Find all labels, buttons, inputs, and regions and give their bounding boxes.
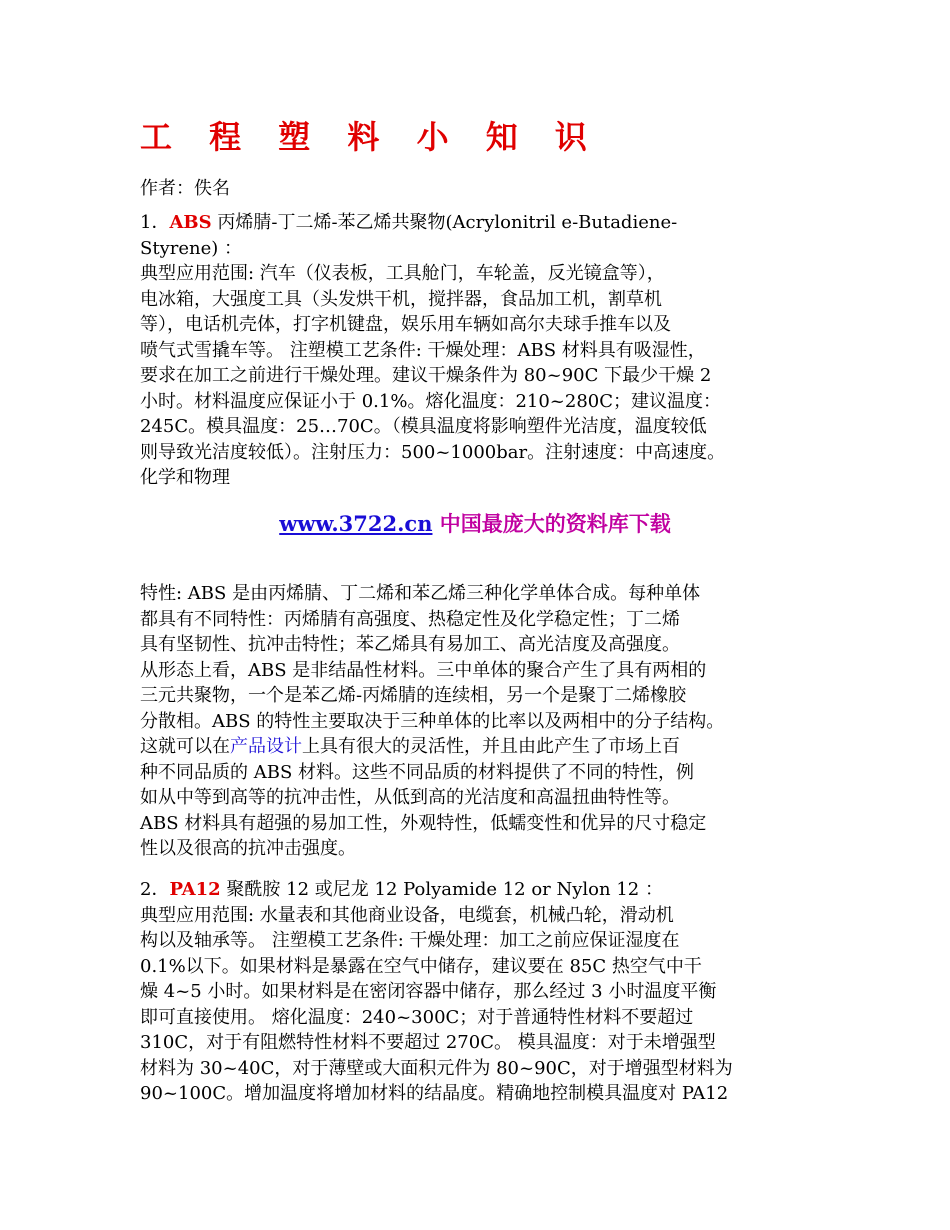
paragraph-line: 则导致光洁度较低）。注射压力：500~1000bar。注射速度：中高速度。 bbox=[140, 441, 726, 463]
paragraph-line: 分散相。ABS 的特性主要取决于三种单体的比率以及两相中的分子结构。 bbox=[140, 710, 725, 732]
paragraph-line: 要求在加工之前进行干燥处理。建议干燥条件为 80~90C 下最少干燥 2 bbox=[140, 365, 712, 386]
paragraph-line: 如从中等到高等的抗冲击性，从低到高的光洁度和高温扭曲特性等。 bbox=[140, 787, 680, 808]
paragraph-line: 种不同品质的 ABS 材料。这些不同品质的材料提供了不同的特性，例 bbox=[140, 761, 694, 783]
section-heading-text: 聚酰胺 12 或尼龙 12 Polyamide 12 or Nylon 12 ： bbox=[220, 879, 663, 900]
paragraph-line: 电冰箱，大强度工具（头发烘干机，搅拌器，食品加工机，割草机 bbox=[140, 288, 662, 310]
paragraph-line: 小时。材料温度应保证小于 0.1%。熔化温度：210~280C；建议温度： bbox=[140, 390, 722, 412]
paragraph-line: 喷气式雪撬车等。 注塑模工艺条件: 干燥处理：ABS 材料具有吸湿性， bbox=[140, 339, 706, 361]
paragraph-line: 0.1%以下。如果材料是暴露在空气中储存，建议要在 85C 热空气中干 bbox=[140, 955, 702, 977]
paragraph-line: 材料为 30~40C，对于薄壁或大面积元件为 80~90C，对于增强型材料为 bbox=[140, 1057, 733, 1079]
banner-text: 中国最庞大的资料库下载 bbox=[432, 511, 671, 536]
paragraph-line: 典型应用范围: 汽车（仪表板，工具舱门，车轮盖，反光镜盒等）， bbox=[140, 263, 665, 284]
paragraph-line: 具有坚韧性、抗冲击特性；苯乙烯具有易加工、高光洁度及高强度。 bbox=[140, 634, 680, 655]
product-design-link[interactable]: 产品设计 bbox=[230, 736, 302, 757]
material-name-abs: ABS bbox=[169, 212, 212, 233]
paragraph-line-with-link bbox=[140, 734, 830, 760]
paragraph-line: 构以及轴承等。 注塑模工艺条件: 干燥处理：加工之前应保证湿度在 bbox=[140, 930, 680, 951]
paragraph-line: 化学和物理 bbox=[140, 467, 230, 488]
download-banner bbox=[0, 508, 950, 538]
material-name-pa12: PA12 bbox=[169, 879, 221, 900]
section-pa12 bbox=[140, 877, 830, 1107]
paragraph-line: 从形态上看，ABS 是非结晶性材料。三中单体的聚合产生了具有两相的 bbox=[140, 659, 707, 681]
paragraph-line: Styrene) ： bbox=[140, 237, 242, 259]
paragraph-line: 都具有不同特性：丙烯腈有高强度、热稳定性及化学稳定性；丁二烯 bbox=[140, 608, 680, 630]
text-fragment: 这就可以在 bbox=[140, 736, 230, 757]
paragraph-line: 90~100C。增加温度将增加材料的结晶度。精确地控制模具温度对 PA12 bbox=[140, 1083, 729, 1104]
section-abs bbox=[140, 210, 830, 491]
section-abs-heading bbox=[140, 210, 830, 236]
paragraph-line: ABS 材料具有超强的易加工性，外观特性，低蠕变性和优异的尺寸稳定 bbox=[140, 812, 707, 834]
section-heading-text: 丙烯腈-丁二烯-苯乙烯共聚物(Acrylonitril e-Butadiene- bbox=[211, 212, 678, 233]
document-title: 工 程 塑 料 小 知 识 bbox=[140, 118, 600, 156]
author-line: 作者：佚名 bbox=[140, 178, 230, 199]
paragraph-line: 即可直接使用。 熔化温度：240~300C；对于普通特性材料不要超过 bbox=[140, 1006, 694, 1028]
paragraph-line: 三元共聚物，一个是苯乙烯-丙烯腈的连续相，另一个是聚丁二烯橡胶 bbox=[140, 685, 687, 706]
paragraph-line: 等），电话机壳体，打字机键盘，娱乐用车辆如高尔夫球手推车以及 bbox=[140, 314, 671, 335]
banner-link[interactable]: www.3722.cn bbox=[279, 511, 433, 536]
section-number: 2． bbox=[140, 879, 170, 900]
section-abs-properties bbox=[140, 581, 830, 862]
paragraph-line: 典型应用范围: 水量表和其他商业设备，电缆套，机械凸轮，滑动机 bbox=[140, 904, 674, 926]
section-number: 1． bbox=[140, 212, 170, 233]
text-fragment: 上具有很大的灵活性，并且由此产生了市场上百 bbox=[302, 736, 680, 757]
paragraph-line: 燥 4~5 小时。如果材料是在密闭容器中储存，那么经过 3 小时温度平衡 bbox=[140, 981, 717, 1002]
paragraph-line: 性以及很高的抗冲击强度。 bbox=[140, 838, 356, 859]
paragraph-line: 310C，对于有阻燃特性材料不要超过 270C。 模具温度：对于未增强型 bbox=[140, 1032, 716, 1053]
paragraph-line: 245C。模具温度：25…70C。（模具温度将影响塑件光洁度，温度较低 bbox=[140, 416, 707, 437]
paragraph-line: 特性: ABS 是由丙烯腈、丁二烯和苯乙烯三种化学单体合成。每种单体 bbox=[140, 583, 701, 604]
section-pa12-heading bbox=[140, 877, 830, 903]
